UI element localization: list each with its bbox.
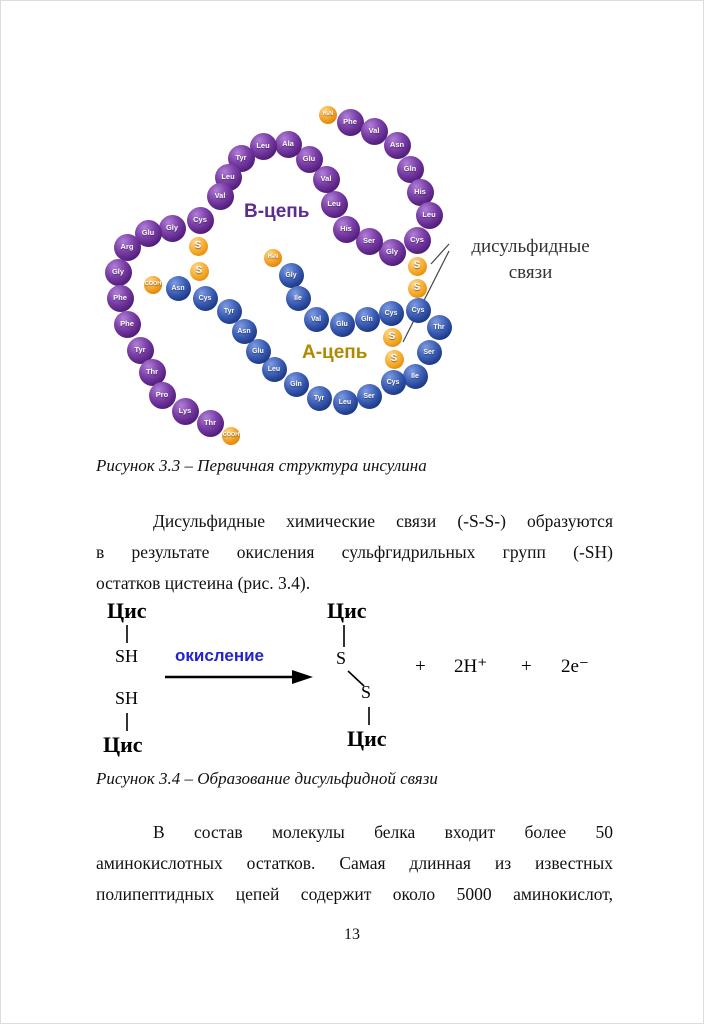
b-chain-amino-acid-bead: Phe (107, 285, 134, 312)
figure33-caption: Рисунок 3.3 – Первичная структура инсулина (96, 456, 427, 475)
a-chain-amino-acid-bead: Cys (193, 286, 218, 311)
b-chain-amino-acid-bead: Gly (379, 239, 406, 266)
a-chain-amino-acid-bead: Tyr (307, 386, 332, 411)
b-chain-amino-acid-bead: Ala (275, 131, 302, 158)
cysteine-bottom-left: Цис (103, 732, 143, 757)
a-chain-amino-acid-bead: Cys (379, 301, 404, 326)
b-chain-amino-acid-bead: Gln (397, 156, 424, 183)
b-chain-amino-acid-bead: Lys (172, 398, 199, 425)
cysteine-bottom-right: Цис (347, 726, 387, 751)
b-chain-amino-acid-bead: Tyr (127, 337, 154, 364)
terminal-group-bead: H₂N (264, 249, 282, 267)
sulfur-bead: S (408, 257, 427, 276)
b-chain-amino-acid-bead: Asn (384, 132, 411, 159)
a-chain-amino-acid-bead: Ser (357, 384, 382, 409)
a-chain-label: А-цепь (302, 342, 368, 363)
electrons-term: 2e⁻ (561, 656, 589, 677)
paragraph-2-line: В состав молекулы белка входит более 50 (153, 822, 613, 842)
b-chain-amino-acid-bead: Val (313, 166, 340, 193)
a-chain-amino-acid-bead: Leu (333, 390, 358, 415)
a-chain-amino-acid-bead: Asn (166, 276, 191, 301)
figure-insulin-primary-structure (1, 1, 704, 471)
b-chain-amino-acid-bead: Phe (337, 109, 364, 136)
b-chain-amino-acid-bead: Thr (139, 359, 166, 386)
b-chain-amino-acid-bead: Gly (105, 259, 132, 286)
thiol-group-top: SH (115, 646, 139, 666)
a-chain-amino-acid-bead: Ser (417, 340, 442, 365)
a-chain-amino-acid-bead: Val (304, 307, 329, 332)
figure34-caption: Рисунок 3.4 – Образование дисульфидной связи (96, 769, 438, 788)
paragraph-2-line: полипептидных цепей содержит около 5000 аминокислот, (96, 884, 613, 904)
b-chain-amino-acid-bead: Leu (416, 202, 443, 229)
plus-sign: + (521, 656, 532, 677)
b-chain-amino-acid-bead: Ser (356, 228, 383, 255)
a-chain-amino-acid-bead: Cys (406, 298, 431, 323)
thiol-group-bottom: SH (115, 688, 139, 708)
b-chain-amino-acid-bead: Glu (135, 220, 162, 247)
a-chain-amino-acid-bead: Leu (262, 357, 287, 382)
figure-disulfide-formation (89, 597, 649, 777)
sulfur-bottom: S (361, 682, 372, 702)
paragraph-1-line: в результате окисления сульфгидрильных групп (-SH) (96, 542, 613, 562)
paragraph-1-line: Дисульфидные химические связи (-S-S-) образуются (153, 511, 613, 531)
a-chain-amino-acid-bead: Ile (403, 364, 428, 389)
b-chain-amino-acid-bead: Leu (215, 164, 242, 191)
cysteine-top-right: Цис (327, 598, 367, 623)
plus-sign: + (415, 656, 426, 677)
paragraph-2-line: аминокислотных остатков. Самая длинная из известных (96, 853, 613, 873)
b-chain-amino-acid-bead: Leu (321, 191, 348, 218)
b-chain-amino-acid-bead: His (407, 179, 434, 206)
a-chain-amino-acid-bead: Glu (330, 312, 355, 337)
a-chain-amino-acid-bead: Ile (286, 286, 311, 311)
page-number: 13 (344, 926, 360, 943)
a-chain-amino-acid-bead: Glu (246, 339, 271, 364)
a-chain-amino-acid-bead: Gln (284, 372, 309, 397)
b-chain-amino-acid-bead: Glu (296, 146, 323, 173)
protons-term: 2H⁺ (454, 656, 488, 677)
a-chain-amino-acid-bead: Gln (355, 307, 380, 332)
disulfide-label-line1: дисульфидные (471, 236, 590, 257)
b-chain-amino-acid-bead: Cys (187, 207, 214, 234)
disulfide-bonds-label (448, 234, 613, 286)
b-chain-amino-acid-bead: Pro (149, 382, 176, 409)
b-chain-amino-acid-bead: Val (207, 183, 234, 210)
paragraph-2 (96, 817, 613, 910)
disulfide-label-line2: связи (508, 262, 553, 283)
b-chain-amino-acid-bead: His (333, 216, 360, 243)
paragraph-1-line: остатков цистеина (рис. 3.4). (96, 573, 311, 593)
a-chain-amino-acid-bead: Asn (232, 319, 257, 344)
b-chain-amino-acid-bead: Tyr (228, 145, 255, 172)
sulfur-bead: S (189, 237, 208, 256)
sulfur-bead: S (190, 262, 209, 281)
terminal-group-bead: H₂N (319, 106, 337, 124)
a-chain-amino-acid-bead: Gly (279, 263, 304, 288)
terminal-group-bead: COOH (222, 427, 240, 445)
a-chain-amino-acid-bead: Thr (427, 315, 452, 340)
b-chain-amino-acid-bead: Val (361, 118, 388, 145)
sulfur-bead: S (383, 328, 402, 347)
a-chain-amino-acid-bead: Tyr (217, 299, 242, 324)
reaction-arrow-head (292, 670, 313, 684)
sulfur-top: S (336, 648, 347, 668)
a-chain-amino-acid-bead: Cys (381, 370, 406, 395)
b-chain-amino-acid-bead: Thr (197, 410, 224, 437)
paragraph-1 (96, 506, 613, 599)
b-chain-amino-acid-bead: Phe (114, 311, 141, 338)
oxidation-label: окисление (175, 646, 265, 665)
sulfur-bead: S (385, 350, 404, 369)
terminal-group-bead: COOH (144, 276, 162, 294)
b-chain-label: В-цепь (244, 201, 310, 222)
b-chain-amino-acid-bead: Arg (114, 234, 141, 261)
b-chain-amino-acid-bead: Cys (404, 227, 431, 254)
b-chain-amino-acid-bead: Leu (250, 133, 277, 160)
b-chain-amino-acid-bead: Gly (159, 215, 186, 242)
cysteine-top-left: Цис (107, 598, 147, 623)
sulfur-bead: S (408, 279, 427, 298)
